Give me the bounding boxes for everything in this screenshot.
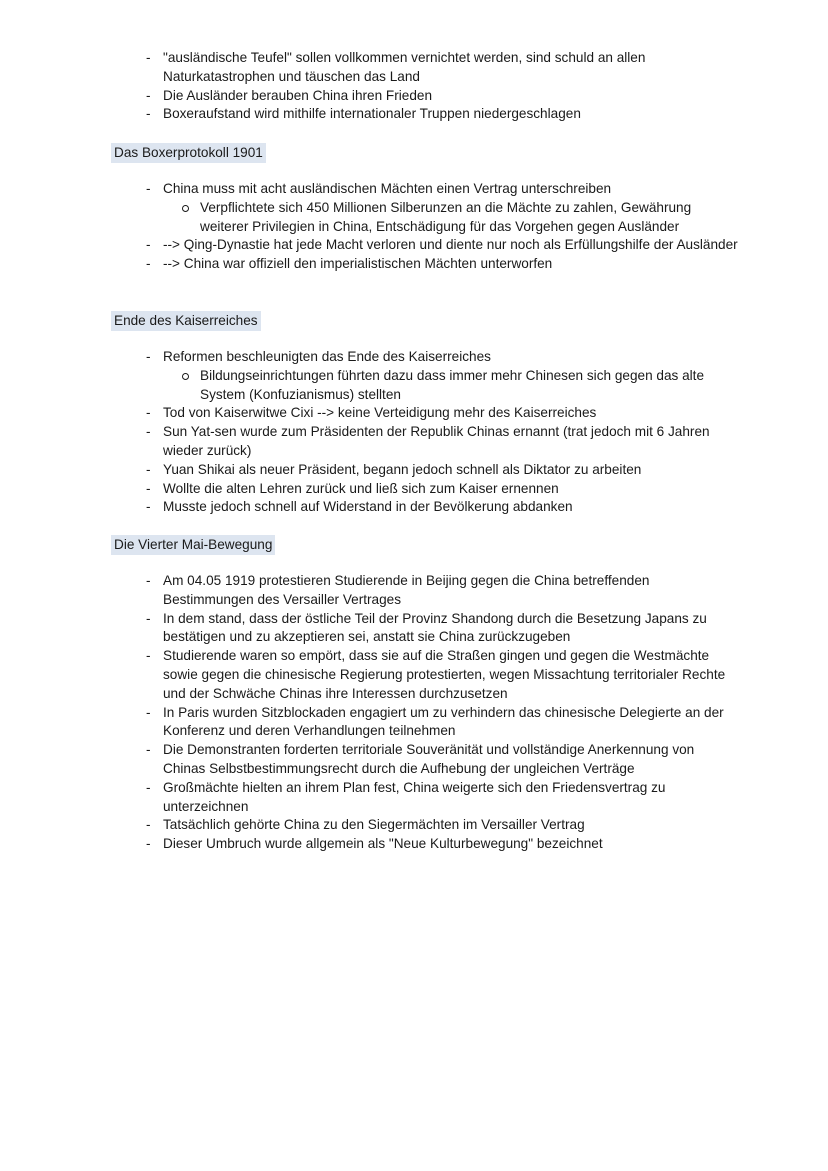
section-heading-kaiserreich: Ende des Kaiserreiches [111,311,261,331]
sub-list [163,199,738,237]
list-item: - In Paris wurden Sitzblockaden engagiert um zu verhindern das chinesische Delegierte an der Konferenz und deren Verhandlungen teilnehmen [0,704,828,742]
list-item: - In dem stand, dass der östliche Teil der Provinz Shandong durch die Besetzung Japans zu bestätigen und zu akzeptieren sei, anstatt sie China zurückzugeben [0,610,828,648]
list-item: - Studierende waren so empört, dass sie auf die Straßen gingen und gegen die Westmächte sowie gegen die chinesische Regierung protestierten, wegen Missachtung territorialer Rechte und der Schwäche Chinas ihre Interessen durchzusetzen [0,647,828,703]
list-item: - Dieser Umbruch wurde allgemein als "Neue Kulturbewegung" bezeichnet [0,835,828,854]
list-item: - Die Demonstranten forderten territoriale Souveränität und vollständige Anerkennung von Chinas Selbstbestimmungsrecht durch die Aufhebung der ungleichen Verträge [0,741,828,779]
mai-bewegung-list [0,572,828,854]
sub-list-item: Verpflichtete sich 450 Millionen Silberunzen an die Mächte zu zahlen, Gewährung weiterer Privilegien in China, Entschädigung für das Vorgehen gegen Ausländer [0,199,738,237]
list-item: - Musste jedoch schnell auf Widerstand in der Bevölkerung abdanken [0,498,828,517]
list-item: - Die Ausländer berauben China ihren Frieden [0,87,828,106]
section-heading-boxerprotokoll: Das Boxerprotokoll 1901 [111,143,266,163]
list-item: - Boxeraufstand wird mithilfe internationaler Truppen niedergeschlagen [0,105,828,124]
list-item [0,180,828,236]
list-item: - Sun Yat-sen wurde zum Präsidenten der Republik Chinas ernannt (trat jedoch mit 6 Jahren wieder zurück) [0,423,828,461]
list-item: - Tod von Kaiserwitwe Cixi --> keine Verteidigung mehr des Kaiserreiches [0,404,828,423]
list-item: - --> Qing-Dynastie hat jede Macht verloren und diente nur noch als Erfüllungshilfe der Ausländer [0,236,828,255]
boxerprotokoll-list [0,180,828,274]
list-item: - Tatsächlich gehörte China zu den Siegermächten im Versailler Vertrag [0,816,828,835]
list-item-text: Reformen beschleunigten das Ende des Kaiserreiches [163,349,491,364]
list-item: - --> China war offiziell den imperialistischen Mächten unterworfen [0,255,828,274]
sub-list [163,367,738,405]
list-item: - Am 04.05 1919 protestieren Studierende in Beijing gegen die China betreffenden Bestimmungen des Versailler Vertrages [0,572,828,610]
list-item: - Yuan Shikai als neuer Präsident, begann jedoch schnell als Diktator zu arbeiten [0,461,828,480]
list-item: - "ausländische Teufel" sollen vollkommen vernichtet werden, sind schuld an allen Naturkatastrophen und täuschen das Land [0,49,828,87]
kaiserreich-list [0,348,828,517]
intro-list [0,49,828,124]
list-item: - Großmächte hielten an ihrem Plan fest, China weigerte sich den Friedensvertrag zu unterzeichnen [0,779,828,817]
list-item [0,348,828,404]
list-item-text: China muss mit acht ausländischen Mächten einen Vertrag unterschreiben [163,181,612,196]
sub-list-item: Bildungseinrichtungen führten dazu dass immer mehr Chinesen sich gegen das alte System (Konfuzianismus) stellten [0,367,738,405]
section-heading-mai-bewegung: Die Vierter Mai-Bewegung [111,535,275,555]
list-item: - Wollte die alten Lehren zurück und ließ sich zum Kaiser ernennen [0,480,828,499]
